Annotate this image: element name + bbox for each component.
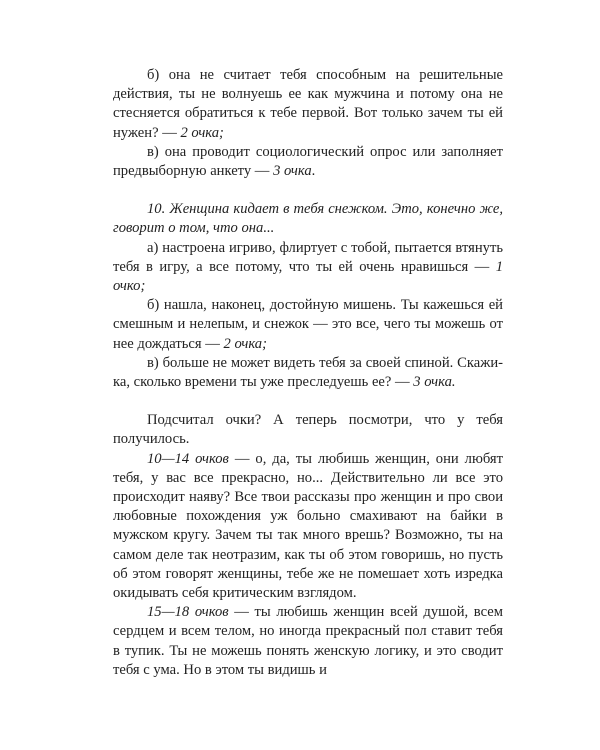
result-range-1: 10—14 очков bbox=[147, 450, 229, 467]
page-text bbox=[113, 66, 503, 680]
result-15-18: 15—18 очков — ты любишь женщин всей душой, всем сердцем и всем телом, но иногда прекрасный пол ставит тебя в тупик. Ты не можешь понять женскую логику, и это сводит тебя с ума. Но в этом ты видишь и bbox=[113, 604, 503, 678]
answer-10c: в) больше не может видеть тебя за своей спиной. Скажи-ка, сколько времени ты уже преследуешь ее? — 3 очка. bbox=[113, 354, 503, 391]
answer-9b: б) она не считает тебя способным на решительные действия, ты не волнуешь ее как мужчина и потому она не стесняется обратиться к тебе первой. Вот только зачем ты ей нужен? — 2 очка; bbox=[113, 67, 503, 141]
points-9b: 2 очка; bbox=[180, 124, 224, 141]
result-range-2: 15—18 очков bbox=[147, 604, 229, 621]
question-10: 10. Женщина кидает в тебя снежком. Это, конечно же, говорит о том, что она... bbox=[113, 201, 503, 237]
result-10-14: 10—14 очков — о, да, ты любишь женщин, они любят тебя, у вас все прекрасно, но... Действительно ли все это происходит наяву? Все твои рассказы про женщин и про свои любовные похождения уж больно смахивают на байки в мужском кругу. Зачем ты так много врешь? Возможно, ты на самом деле так неотразим, как ты об этом говоришь, но пусть об этом говорят женщины, тебе же не помешает хоть изредка окидывать себя критическим взглядом. bbox=[113, 450, 503, 602]
points-10c: 3 очка. bbox=[413, 374, 456, 391]
results-intro: Подсчитал очки? А теперь посмотри, что у тебя получилось. bbox=[113, 412, 503, 448]
answer-10b: б) нашла, наконец, достойную мишень. Ты кажешься ей смешным и нелепым, и снежок — это все, чего ты можешь от нее дождаться — 2 очка; bbox=[113, 297, 503, 352]
answer-10a: а) настроена игриво, флиртует с тобой, пытается втянуть тебя в игру, а все потому, что ты ей очень нравишься — 1 очко; bbox=[113, 239, 503, 295]
points-10b: 2 очка; bbox=[223, 335, 267, 352]
answer-9c: в) она проводит социологический опрос или заполняет предвыборную анкету — 3 очка. bbox=[113, 143, 503, 180]
points-9c: 3 очка bbox=[273, 163, 312, 180]
points-10a: 1 очко; bbox=[113, 258, 503, 295]
